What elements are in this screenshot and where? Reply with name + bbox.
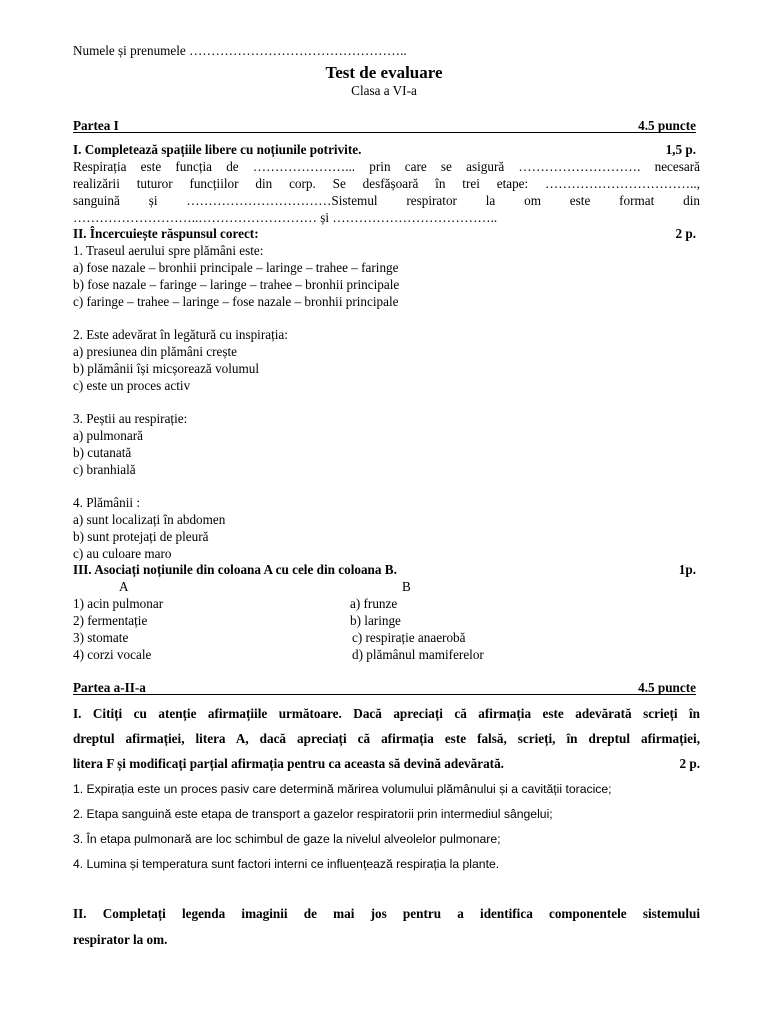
statement-4: 4. Lumina și temperatura sunt factori interni ce influențează respirația la plante. (73, 857, 500, 871)
p1-s3-points: 1p. (678, 562, 696, 577)
col-a-item-1: 1) acin pulmonar (73, 596, 164, 611)
col-b-item-3: c) respirație anaerobă (352, 630, 466, 645)
p1-s2-points: 2 p. (675, 226, 696, 241)
col-a-item-4: 4) corzi vocale (73, 647, 152, 662)
q4-option-b: b) sunt protejați de pleură (73, 529, 209, 544)
q3-option-a: a) pulmonară (73, 428, 143, 443)
p1-s2-heading: II. Încercuiește răspunsul corect: (73, 226, 259, 241)
q2-option-c: c) este un proces activ (73, 378, 191, 393)
p1-s1-heading: I. Completează spațiile libere cu noțiunile potrivite. (73, 142, 362, 157)
p1-s1-line1: Respirația este funcția de …………………... prin care se asigură ………………………. necesară (73, 159, 700, 174)
p2-s1-line2: dreptul afirmației, litera A, dacă apreciați că afirmația este falsă, scrieți, în dreptul afirmației, (73, 731, 700, 746)
q2-text: 2. Este adevărat în legătură cu inspirația: (73, 327, 288, 342)
part1-divider (73, 132, 696, 133)
p2-s1-line3: litera F și modificați parțial afirmația pentru ca aceasta să devină adevărată. (73, 756, 504, 771)
p1-s1-line2: realizării tuturor funcțiilor din corp. Se desfășoară în trei etape: …………………………….., (73, 176, 700, 191)
name-line: Numele și prenumele ………………………………………….. (73, 43, 407, 58)
part2-divider (73, 694, 696, 695)
col-b-item-2: b) laringe (350, 613, 401, 628)
q1-text: 1. Traseul aerului spre plămâni este: (73, 243, 264, 258)
q3-option-b: b) cutanată (73, 445, 132, 460)
col-a-item-2: 2) fermentație (73, 613, 148, 628)
q1-option-b: b) fose nazale – faringe – laringe – trahee – bronhii principale (73, 277, 400, 292)
column-b-label: B (402, 579, 411, 594)
statement-3: 3. În etapa pulmonară are loc schimbul de gaze la nivelul alveolelor pulmonare; (73, 832, 501, 846)
part2-label: Partea a-II-a (73, 680, 146, 695)
p1-s3-heading: III. Asociați noțiunile din coloana A cu cele din coloana B. (73, 562, 397, 577)
page-title: Test de evaluare (325, 63, 443, 82)
statement-1: 1. Expirația este un proces pasiv care determină mărirea volumului plămânului și a cavității toracice; (73, 782, 612, 796)
part1-label: Partea I (73, 118, 119, 133)
p2-s2-line1: II. Completați legenda imaginii de mai jos pentru a identifica componentele sistemului (73, 906, 700, 921)
q1-option-a: a) fose nazale – bronhii principale – laringe – trahee – faringe (73, 260, 399, 275)
page-subtitle: Clasa a VI-a (351, 83, 417, 98)
col-b-item-1: a) frunze (350, 596, 398, 611)
p1-s1-line4: ………………………..……………………… și ……………………………….. (73, 210, 498, 225)
q1-option-c: c) faringe – trahee – laringe – fose nazale – bronhii principale (73, 294, 399, 309)
q3-option-c: c) branhială (73, 462, 136, 477)
part1-points: 4.5 puncte (638, 118, 696, 133)
q2-option-b: b) plămânii își micșorează volumul (73, 361, 260, 376)
col-b-item-4: d) plămânul mamiferelor (352, 647, 484, 662)
col-a-item-3: 3) stomate (73, 630, 129, 645)
q4-option-a: a) sunt localizați în abdomen (73, 512, 226, 527)
p1-s1-points: 1,5 p. (665, 142, 696, 157)
p2-s1-line1: I. Citiți cu atenție afirmațiile următoare. Dacă apreciați că afirmația este adevărată scrieți în (73, 706, 700, 721)
statement-2: 2. Etapa sanguină este etapa de transport a gazelor respiratorii prin intermediul sângelui; (73, 807, 553, 821)
part2-points: 4.5 puncte (638, 680, 696, 695)
column-a-label: A (119, 579, 129, 594)
q2-option-a: a) presiunea din plămâni crește (73, 344, 238, 359)
q4-text: 4. Plămânii : (73, 495, 141, 510)
p2-s1-points: 2 p. (679, 756, 700, 771)
p1-s1-line3: sanguină și ……………………………Sistemul respirator la om este format din (73, 193, 700, 208)
p2-s2-line2: respirator la om. (73, 932, 168, 947)
q4-option-c: c) au culoare maro (73, 546, 172, 561)
q3-text: 3. Peștii au respirație: (73, 411, 188, 426)
